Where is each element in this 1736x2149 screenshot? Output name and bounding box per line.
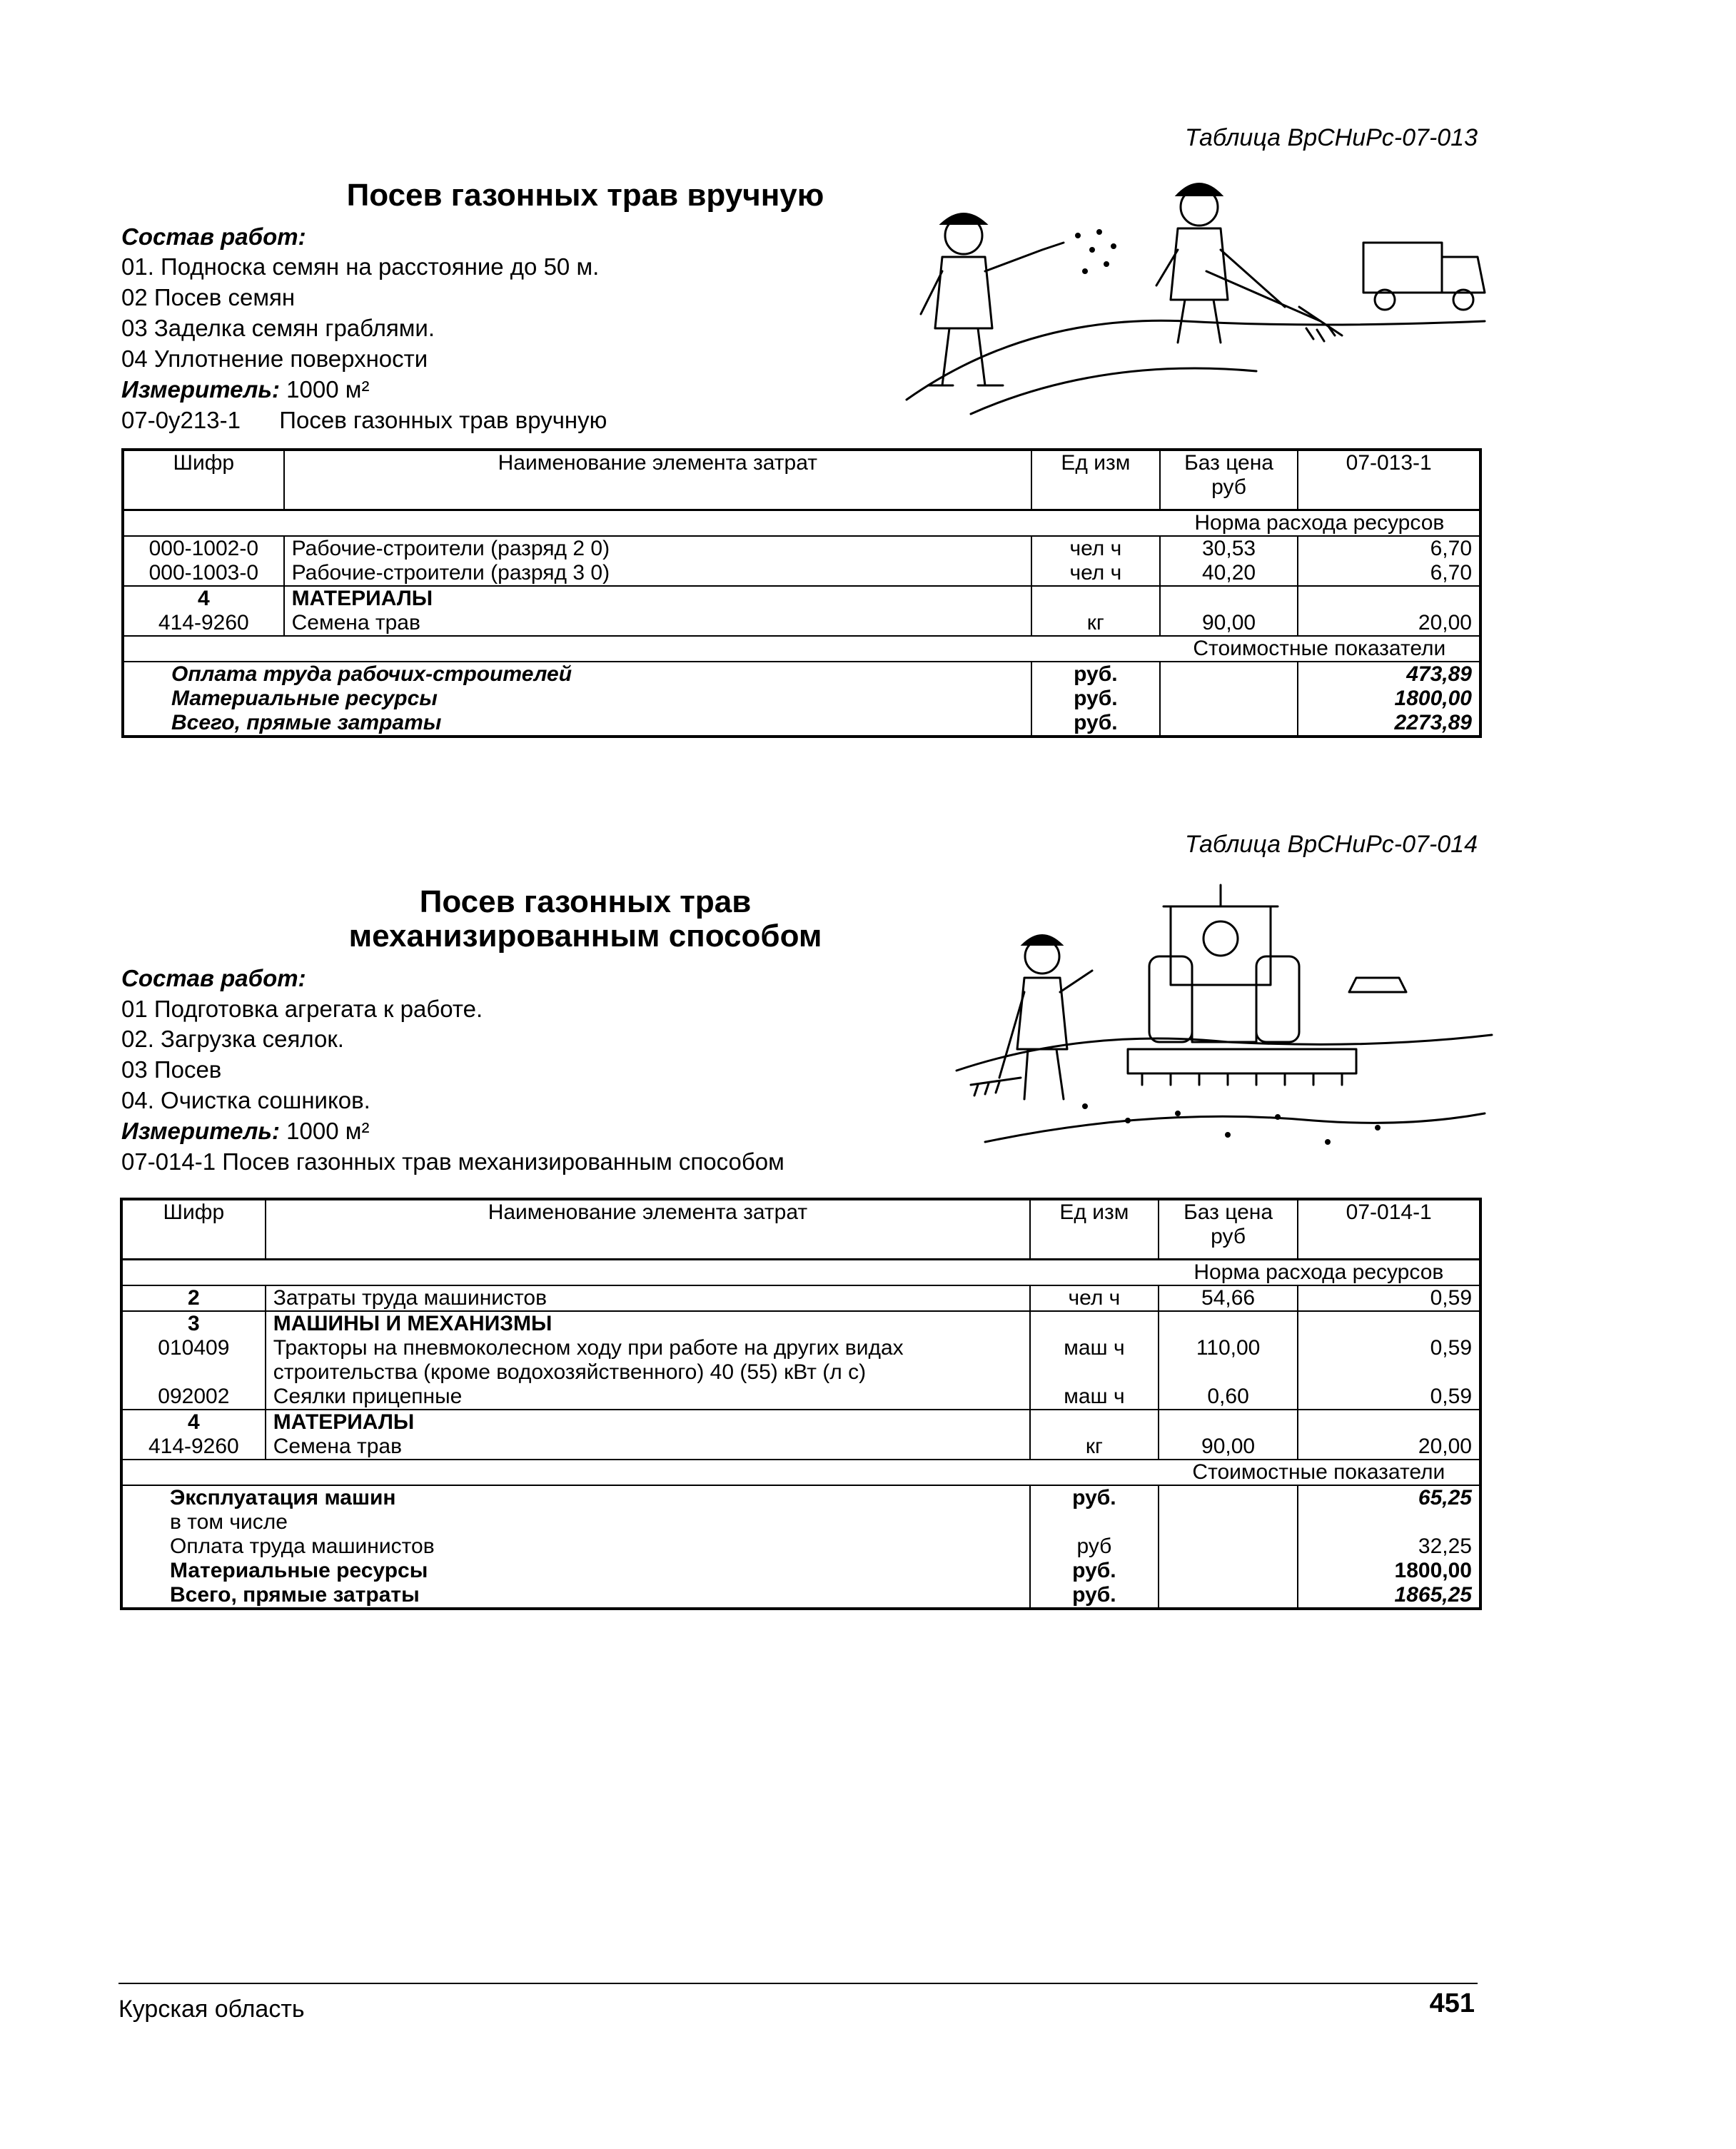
- row-unit: маш ч: [1030, 1336, 1159, 1385]
- total-value: 2273,89: [1298, 711, 1480, 737]
- total-value: 1800,00: [1298, 1559, 1480, 1583]
- row-code: 3: [188, 1311, 200, 1335]
- total-unit: руб.: [1031, 711, 1160, 737]
- code-line: [121, 407, 607, 434]
- total-row: [121, 1485, 1480, 1510]
- total-row: [121, 1510, 1480, 1534]
- table-row: [123, 586, 1480, 611]
- row-code: 4: [188, 1410, 200, 1434]
- total-unit: руб.: [1030, 1559, 1159, 1583]
- row-code: 2: [121, 1285, 266, 1311]
- section-title-line-1: Посев газонных трав: [419, 884, 752, 919]
- section-title: Посев газонных трав вручную: [346, 178, 824, 213]
- table-row: [121, 1435, 1480, 1460]
- row-value: 20,00: [1298, 1435, 1480, 1460]
- row-code: 010409: [158, 1335, 230, 1360]
- row-price: 0,60: [1159, 1385, 1298, 1410]
- header-unit: Ед изм: [1031, 450, 1160, 510]
- measure-label: Измеритель:: [121, 1118, 280, 1144]
- row-code: 092002: [121, 1385, 266, 1410]
- header-column: 07-014-1: [1298, 1199, 1480, 1259]
- total-name: Эксплуатация машин: [170, 1485, 396, 1510]
- work-step: 02 Посев семян: [121, 284, 296, 310]
- cost-label: Стоимостные показатели: [1160, 636, 1480, 662]
- header-name: Наименование элемента затрат: [266, 1199, 1030, 1259]
- cost-section-row: [121, 1460, 1480, 1485]
- total-unit: руб.: [1030, 1583, 1159, 1609]
- row-name: Затраты труда машинистов: [266, 1285, 1030, 1311]
- row-name: МАТЕРИАЛЫ: [284, 586, 1031, 611]
- total-row: [121, 1583, 1480, 1609]
- row-code: 4: [197, 586, 210, 610]
- cost-table-1: [121, 448, 1482, 738]
- row-value: 20,00: [1298, 611, 1480, 636]
- row-name: Рабочие-строители (разряд 2 0): [284, 536, 1031, 561]
- footer-divider: [118, 1983, 1478, 1984]
- row-name: МАШИНЫ И МЕХАНИЗМЫ: [266, 1311, 1030, 1336]
- total-value: 65,25: [1298, 1485, 1480, 1510]
- code-line-code: 07-0у213-1: [121, 407, 241, 433]
- row-value: 6,70: [1298, 561, 1480, 586]
- code-line-name: Посев газонных трав вручную: [279, 407, 607, 433]
- row-name: Тракторы на пневмоколесном ходу при работе на других видах строительства (кроме водохозяйственного) 40 (55) кВт (л с): [266, 1336, 1030, 1385]
- table-row: [121, 1285, 1480, 1311]
- header-code: Шифр: [123, 450, 284, 510]
- row-name: Семена трав: [266, 1435, 1030, 1460]
- total-row: [123, 662, 1480, 687]
- measure-line: [121, 1118, 369, 1145]
- row-name: Семена трав: [284, 611, 1031, 636]
- work-step: 03 Посев: [121, 1056, 222, 1083]
- work-step: 03 Заделка семян граблями.: [121, 315, 435, 341]
- total-name: Всего, прямые затраты: [171, 710, 442, 734]
- total-value: 32,25: [1298, 1534, 1480, 1559]
- row-code: 414-9260: [123, 611, 284, 636]
- work-step: 02. Загрузка сеялок.: [121, 1026, 344, 1052]
- illustration-hand-sowing: [885, 164, 1492, 435]
- footer-region: Курская область: [118, 1996, 305, 2023]
- measure-line: [121, 376, 369, 403]
- total-name: Материальные ресурсы: [171, 686, 438, 710]
- total-name: в том числе: [170, 1510, 288, 1534]
- total-unit: руб.: [1031, 662, 1160, 687]
- row-value: 6,70: [1298, 536, 1480, 561]
- header-code: Шифр: [121, 1199, 266, 1259]
- row-price: 30,53: [1160, 536, 1298, 561]
- header-name: Наименование элемента затрат: [284, 450, 1031, 510]
- work-step: 01 Подготовка агрегата к работе.: [121, 996, 483, 1022]
- work-step: 01. Подноска семян на расстояние до 50 м.: [121, 253, 600, 280]
- page-number: 451: [1429, 1988, 1475, 2018]
- norm-label: Норма расхода ресурсов: [1159, 1259, 1480, 1285]
- table-row: [123, 536, 1480, 561]
- row-price: 90,00: [1159, 1435, 1298, 1460]
- table-header: [123, 450, 1480, 510]
- total-row: [123, 687, 1480, 711]
- header-price: Баз цена руб: [1159, 1199, 1298, 1259]
- work-step: 04 Уплотнение поверхности: [121, 345, 428, 372]
- table-row: [121, 1336, 1480, 1385]
- section-title-line-2: механизированным способом: [348, 919, 822, 954]
- row-value: 0,59: [1298, 1385, 1480, 1410]
- cost-label: Стоимостные показатели: [1159, 1460, 1480, 1485]
- cost-table-2: [120, 1198, 1482, 1610]
- norm-section-row: [121, 1259, 1480, 1285]
- row-unit: чел ч: [1031, 561, 1160, 586]
- total-name: Оплата труда машинистов: [170, 1534, 435, 1558]
- row-unit: чел ч: [1030, 1285, 1159, 1311]
- total-row: [121, 1559, 1480, 1583]
- code-line-name: Посев газонных трав механизированным способом: [222, 1148, 784, 1175]
- total-value: 1865,25: [1298, 1583, 1480, 1609]
- row-price: 90,00: [1160, 611, 1298, 636]
- code-line: [121, 1148, 784, 1175]
- total-unit: руб.: [1031, 687, 1160, 711]
- measure-value: 1000 м²: [286, 1118, 370, 1144]
- row-unit: маш ч: [1030, 1385, 1159, 1410]
- table-caption: Таблица ВрСНиРс-07-013: [1184, 124, 1478, 151]
- table-row: [121, 1385, 1480, 1410]
- measure-label: Измеритель:: [121, 376, 280, 403]
- code-line-code: 07-014-1: [121, 1148, 216, 1175]
- total-unit: руб: [1030, 1534, 1159, 1559]
- header-unit: Ед изм: [1030, 1199, 1159, 1259]
- header-column: 07-013-1: [1298, 450, 1480, 510]
- table-row: [123, 561, 1480, 586]
- total-value: 473,89: [1298, 662, 1480, 687]
- norm-section-row: [123, 510, 1480, 536]
- table-header: [121, 1199, 1480, 1259]
- norm-label: Норма расхода ресурсов: [1160, 510, 1480, 536]
- composition-label: Состав работ:: [121, 965, 306, 991]
- header-price: Баз цена руб: [1160, 450, 1298, 510]
- row-price: 54,66: [1159, 1285, 1298, 1311]
- row-code: 414-9260: [121, 1435, 266, 1460]
- total-name: Материальные ресурсы: [170, 1558, 428, 1582]
- row-price: 40,20: [1160, 561, 1298, 586]
- total-name: Всего, прямые затраты: [170, 1582, 420, 1607]
- row-value: 0,59: [1298, 1285, 1480, 1311]
- row-name: МАТЕРИАЛЫ: [266, 1410, 1030, 1435]
- total-row: [121, 1534, 1480, 1559]
- row-unit: кг: [1031, 611, 1160, 636]
- row-code: 000-1003-0: [123, 561, 284, 586]
- row-price: 110,00: [1159, 1336, 1298, 1385]
- row-value: 0,59: [1298, 1336, 1480, 1385]
- table-row: [123, 611, 1480, 636]
- table-row: [121, 1311, 1480, 1336]
- total-value: 1800,00: [1298, 687, 1480, 711]
- row-name: Рабочие-строители (разряд 3 0): [284, 561, 1031, 586]
- table-caption: Таблица ВрСНиРс-07-014: [1184, 831, 1478, 858]
- row-code: 000-1002-0: [148, 536, 259, 560]
- total-name: Оплата труда рабочих-строителей: [171, 662, 572, 686]
- measure-value: 1000 м²: [286, 376, 370, 403]
- row-unit: кг: [1030, 1435, 1159, 1460]
- row-unit: чел ч: [1031, 536, 1160, 561]
- table-row: [121, 1410, 1480, 1435]
- work-step: 04. Очистка сошников.: [121, 1087, 370, 1113]
- total-unit: руб.: [1030, 1485, 1159, 1510]
- composition-label: Состав работ:: [121, 223, 306, 250]
- total-row: [123, 711, 1480, 737]
- row-name: Сеялки прицепные: [266, 1385, 1030, 1410]
- illustration-tractor-sowing: [942, 871, 1499, 1185]
- cost-section-row: [123, 636, 1480, 662]
